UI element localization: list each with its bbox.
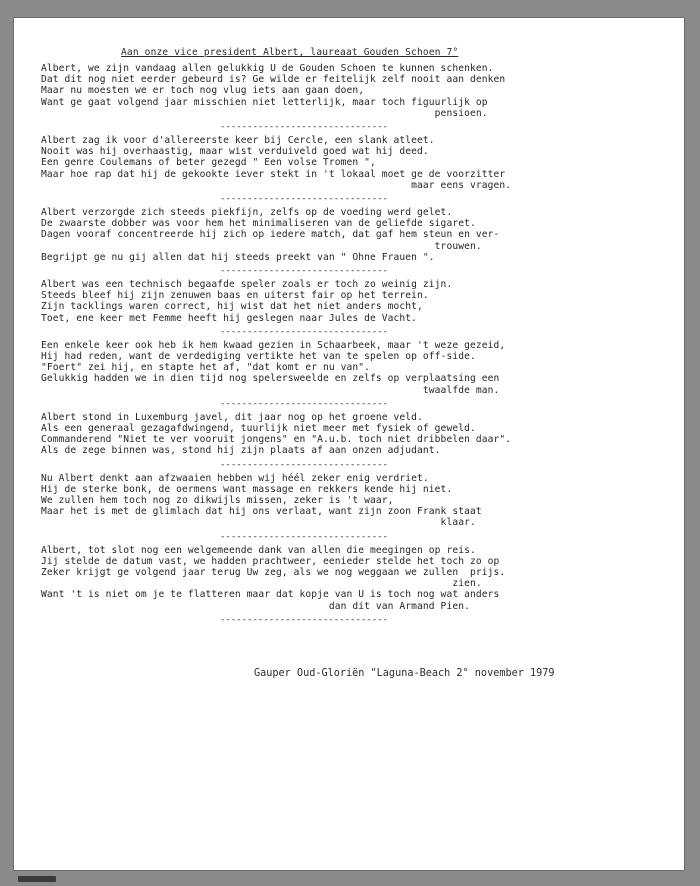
separator-rule: ------------------------------- — [220, 194, 388, 204]
document-page — [14, 18, 684, 870]
separator-rule: ------------------------------- — [220, 531, 388, 542]
letter-line: pensioen. — [41, 107, 488, 119]
separator-rule: ------------------------------- — [220, 326, 388, 337]
typed-letter — [14, 18, 684, 870]
letter-line: Albert, we zijn vandaag allen gelukkig U de Gouden Schoen te kunnen schenken. — [41, 63, 494, 74]
signature-line: Gauper Oud-Gloriën "Laguna-Beach 2° november 1979 — [254, 668, 555, 679]
letter-line: Albert, tot slot nog een welgemeende dank van allen die meegingen op reis. — [41, 544, 476, 556]
letter-line: Jij stelde de datum vast, we hadden prachtweer, eenieder stelde het toch zo op — [41, 555, 500, 567]
letter-line: klaar. — [41, 517, 476, 529]
letter-line: zien. — [41, 578, 482, 590]
letter-line: Gelukkig hadden we in dien tijd nog spelersweelde en zelfs op verplaatsing een — [41, 373, 500, 385]
letter-line: Steeds bleef hij zijn zenuwen baas en uiterst fair op het terrein. — [41, 290, 429, 302]
letter-line: Begrijpt ge nu gij allen dat hij steeds preekt van " Ohne Frauen ". — [41, 251, 435, 263]
separator-rule: ------------------------------- — [220, 398, 388, 409]
letter-line: Maar het is met de glimlach dat hij ons verlaat, want zijn zoon Frank staat — [41, 506, 482, 518]
letter-line: Maar hoe rap dat hij de gekookte iever stekt in 't lokaal moet ge de voorzitter — [41, 168, 506, 180]
letter-line: Nooit was hij overhaastig, maar wist verduiveld goed wat hij deed. — [41, 146, 429, 158]
separator-rule: ------------------------------- — [220, 266, 388, 276]
letter-line: Zeker krijgt ge volgend jaar terug Uw zeg, als we nog weggaan we zullen prijs. — [41, 567, 506, 578]
letter-line: Zijn tacklings waren correct, hij wist dat het niet anders mocht, — [41, 301, 423, 313]
letter-line: Dat dit nog niet eerder gebeurd is? Ge wilde er feitelijk zelf nooit aan denken — [41, 74, 506, 86]
letter-line: Want 't is niet om je te flatteren maar dat kopje van U is toch nog wat anders — [41, 589, 500, 601]
letter-line: Commanderend "Niet te ver vooruit jongens" en "A.u.b. toch niet dribbelen daar". — [41, 434, 512, 446]
letter-line: Een genre Coulemans of beter gezegd " Een volse Tromen ", — [41, 157, 376, 169]
letter-line: dan dit van Armand Pien. — [41, 600, 470, 612]
letter-line: Als een generaal gezagafdwingend, tuurlijk niet meer met fysiek of geweld. — [41, 423, 476, 434]
letter-line: Nu Albert denkt aan afzwaaien hebben wij héél zeker enig verdriet. — [41, 472, 429, 484]
letter-line: De zwaarste dobber was voor hem het minimaliseren van de geliefde sigaret. — [41, 218, 476, 230]
letter-line: Toet, ene keer met Femme heeft hij geslegen naar Jules de Vacht. — [41, 312, 418, 324]
scan-label-strip — [18, 876, 56, 882]
letter-line: "Foert" zei hij, en stapte het af, "dat komt er nu van". — [41, 362, 371, 374]
letter-line: Hij had reden, want de verdediging vertikte het van te spelen op off-side. — [41, 351, 476, 362]
letter-line: maar eens vragen. — [41, 179, 512, 191]
letter-line: Albert was een technisch begaafde speler zoals er toch zo weinig zijn. — [41, 279, 453, 290]
letter-line: Een enkele keer ook heb ik hem kwaad gezien in Schaarbeek, maar 't weze gezeid, — [41, 339, 506, 351]
letter-line: Als de zege binnen was, stond hij zijn plaats af aan onzen adjudant. — [41, 445, 441, 457]
letter-line: Maar nu moesten we er toch nog vlug iets aan gaan doen, — [41, 85, 365, 97]
letter-line: Want ge gaat volgend jaar misschien niet letterlijk, maar toch figuurlijk op — [41, 96, 488, 108]
letter-line: twaalfde man. — [41, 384, 500, 396]
letter-line: Albert stond in Luxemburg javel, dit jaar nog op het groene veld. — [41, 411, 423, 423]
separator-rule: ------------------------------- — [220, 122, 388, 132]
separator-rule: ------------------------------- — [220, 459, 388, 470]
letter-line: Hij de sterke bonk, de oermens want massage en rekkers kende hij niet. — [41, 483, 453, 495]
letter-line: Dagen vooraf concentreerde hij zich op iedere match, dat gaf hem steun en ver- — [41, 229, 500, 241]
letter-title: Aan onze vice president Albert, laureaat Gouden Schoen 7° — [121, 47, 459, 58]
letter-line: trouwen. — [41, 240, 482, 252]
letter-line: Albert zag ik voor d'allereerste keer bij Cercle, een slank atleet. — [41, 135, 435, 146]
letter-line: Albert verzorgde zich steeds piekfijn, zelfs op de voeding werd gelet. — [41, 207, 453, 218]
letter-line: We zullen hem toch nog zo dikwijls missen, zeker is 't waar, — [41, 495, 394, 506]
separator-rule: ------------------------------- — [220, 614, 388, 625]
